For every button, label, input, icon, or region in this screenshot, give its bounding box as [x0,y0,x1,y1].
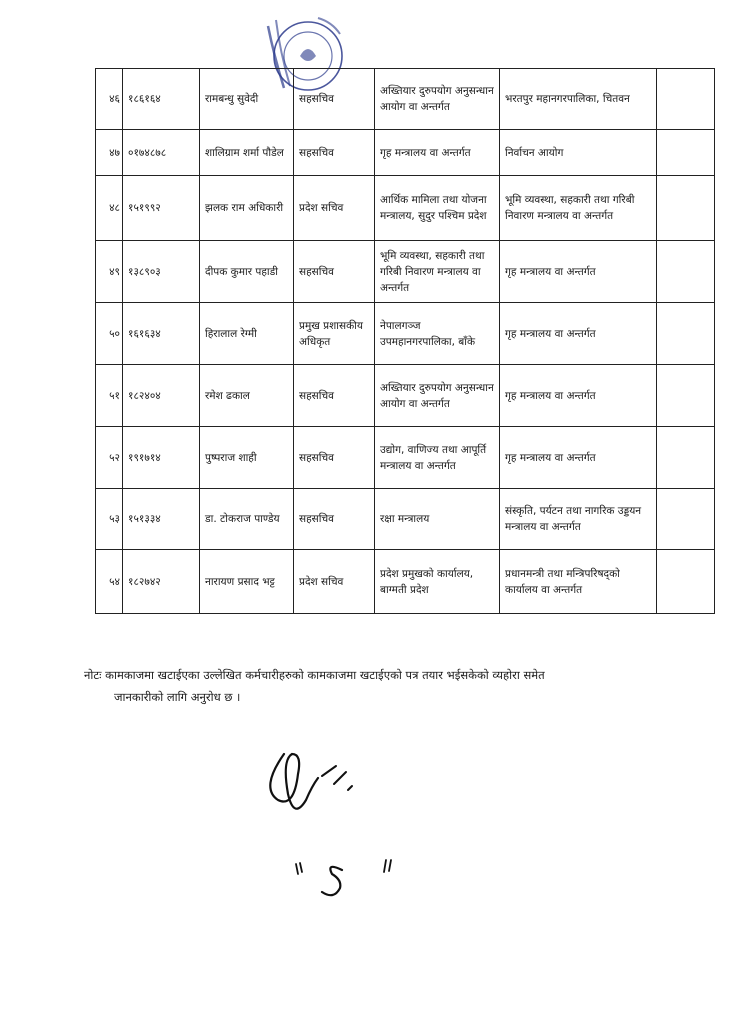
post-cell: प्रमुख प्रशासकीय अधिकृत [294,303,375,365]
note-label: नोटः [84,668,102,682]
current-office-cell: आर्थिक मामिला तथा योजना मन्त्रालय, सुदुर पश्चिम प्रदेश [375,176,500,241]
table-row [96,489,715,550]
employee-name-cell: डा. टोकराज पाण्डेय [200,489,294,550]
post-cell: सहसचिव [294,365,375,427]
table-row [96,365,715,427]
staff-assignment-table [95,68,715,614]
remarks-cell [657,241,715,303]
post-cell: प्रदेश सचिव [294,176,375,241]
post-cell: सहसचिव [294,130,375,176]
remarks-cell [657,303,715,365]
serial-number-cell: ५३ [96,489,123,550]
employee-name-cell: रमेश ढकाल [200,365,294,427]
remarks-cell [657,550,715,614]
remarks-cell [657,69,715,130]
current-office-cell: अख्तियार दुरुपयोग अनुसन्धान आयोग वा अन्तर्गत [375,365,500,427]
serial-number-cell: ४६ [96,69,123,130]
post-cell: सहसचिव [294,427,375,489]
handwritten-signature [250,732,430,912]
employee-code-cell: १८२७४२ [123,550,200,614]
post-cell: सहसचिव [294,241,375,303]
current-office-cell: रक्षा मन्त्रालय [375,489,500,550]
employee-code-cell: ०१७४८७८ [123,130,200,176]
serial-number-cell: ५२ [96,427,123,489]
current-office-cell: गृह मन्त्रालय वा अन्तर्गत [375,130,500,176]
assigned-office-cell: गृह मन्त्रालय वा अन्तर्गत [500,241,657,303]
assigned-office-cell: गृह मन्त्रालय वा अन्तर्गत [500,303,657,365]
employee-name-cell: पुष्पराज शाही [200,427,294,489]
serial-number-cell: ४९ [96,241,123,303]
employee-code-cell: १५१९९२ [123,176,200,241]
table-row [96,130,715,176]
current-office-cell: प्रदेश प्रमुखको कार्यालय, बाग्मती प्रदेश [375,550,500,614]
current-office-cell: अख्तियार दुरुपयोग अनुसन्धान आयोग वा अन्तर्गत [375,69,500,130]
note-text-line1: कामकाजमा खटाईएका उल्लेखित कर्मचारीहरुको कामकाजमा खटाईएको पत्र तयार भईसकेको व्यहोरा समेत [105,668,545,682]
table-row [96,550,715,614]
note-text-line2: जानकारीको लागि अनुरोध छ । [114,690,241,704]
serial-number-cell: ५० [96,303,123,365]
employee-name-cell: शालिग्राम शर्मा पौडेल [200,130,294,176]
assigned-office-cell: भूमि व्यवस्था, सहकारी तथा गरिबी निवारण मन्त्रालय वा अन्तर्गत [500,176,657,241]
employee-code-cell: १३८९०३ [123,241,200,303]
remarks-cell [657,176,715,241]
post-cell: सहसचिव [294,489,375,550]
employee-name-cell: हिरालाल रेग्मी [200,303,294,365]
serial-number-cell: ५४ [96,550,123,614]
current-office-cell: नेपालगञ्ज उपमहानगरपालिका, बाँके [375,303,500,365]
post-cell: प्रदेश सचिव [294,550,375,614]
assigned-office-cell: संस्कृति, पर्यटन तथा नागरिक उड्डयन मन्त्रालय वा अन्तर्गत [500,489,657,550]
employee-code-cell: १८२४०४ [123,365,200,427]
table-row [96,303,715,365]
employee-name-cell: झलक राम अधिकारी [200,176,294,241]
table-row [96,176,715,241]
table-row [96,69,715,130]
post-cell: सहसचिव [294,69,375,130]
assigned-office-cell: भरतपुर महानगरपालिका, चितवन [500,69,657,130]
remarks-cell [657,427,715,489]
table-row [96,241,715,303]
assigned-office-cell: निर्वाचन आयोग [500,130,657,176]
note-paragraph [84,664,704,708]
table-body [96,69,715,614]
table-row [96,427,715,489]
employee-name-cell: दीपक कुमार पहाडी [200,241,294,303]
employee-name-cell: रामबन्धु सुवेदी [200,69,294,130]
remarks-cell [657,130,715,176]
remarks-cell [657,365,715,427]
current-office-cell: उद्योग, वाणिज्य तथा आपूर्ति मन्त्रालय वा अन्तर्गत [375,427,500,489]
serial-number-cell: ५१ [96,365,123,427]
assigned-office-cell: गृह मन्त्रालय वा अन्तर्गत [500,365,657,427]
assigned-office-cell: प्रधानमन्त्री तथा मन्त्रिपरिषद्को कार्यालय वा अन्तर्गत [500,550,657,614]
employee-code-cell: १६१६३४ [123,303,200,365]
serial-number-cell: ४८ [96,176,123,241]
employee-code-cell: १८६१६४ [123,69,200,130]
employee-code-cell: १५१३३४ [123,489,200,550]
employee-name-cell: नारायण प्रसाद भट्ट [200,550,294,614]
remarks-cell [657,489,715,550]
employee-code-cell: १९१७१४ [123,427,200,489]
serial-number-cell: ४७ [96,130,123,176]
assigned-office-cell: गृह मन्त्रालय वा अन्तर्गत [500,427,657,489]
current-office-cell: भूमि व्यवस्था, सहकारी तथा गरिबी निवारण मन्त्रालय वा अन्तर्गत [375,241,500,303]
